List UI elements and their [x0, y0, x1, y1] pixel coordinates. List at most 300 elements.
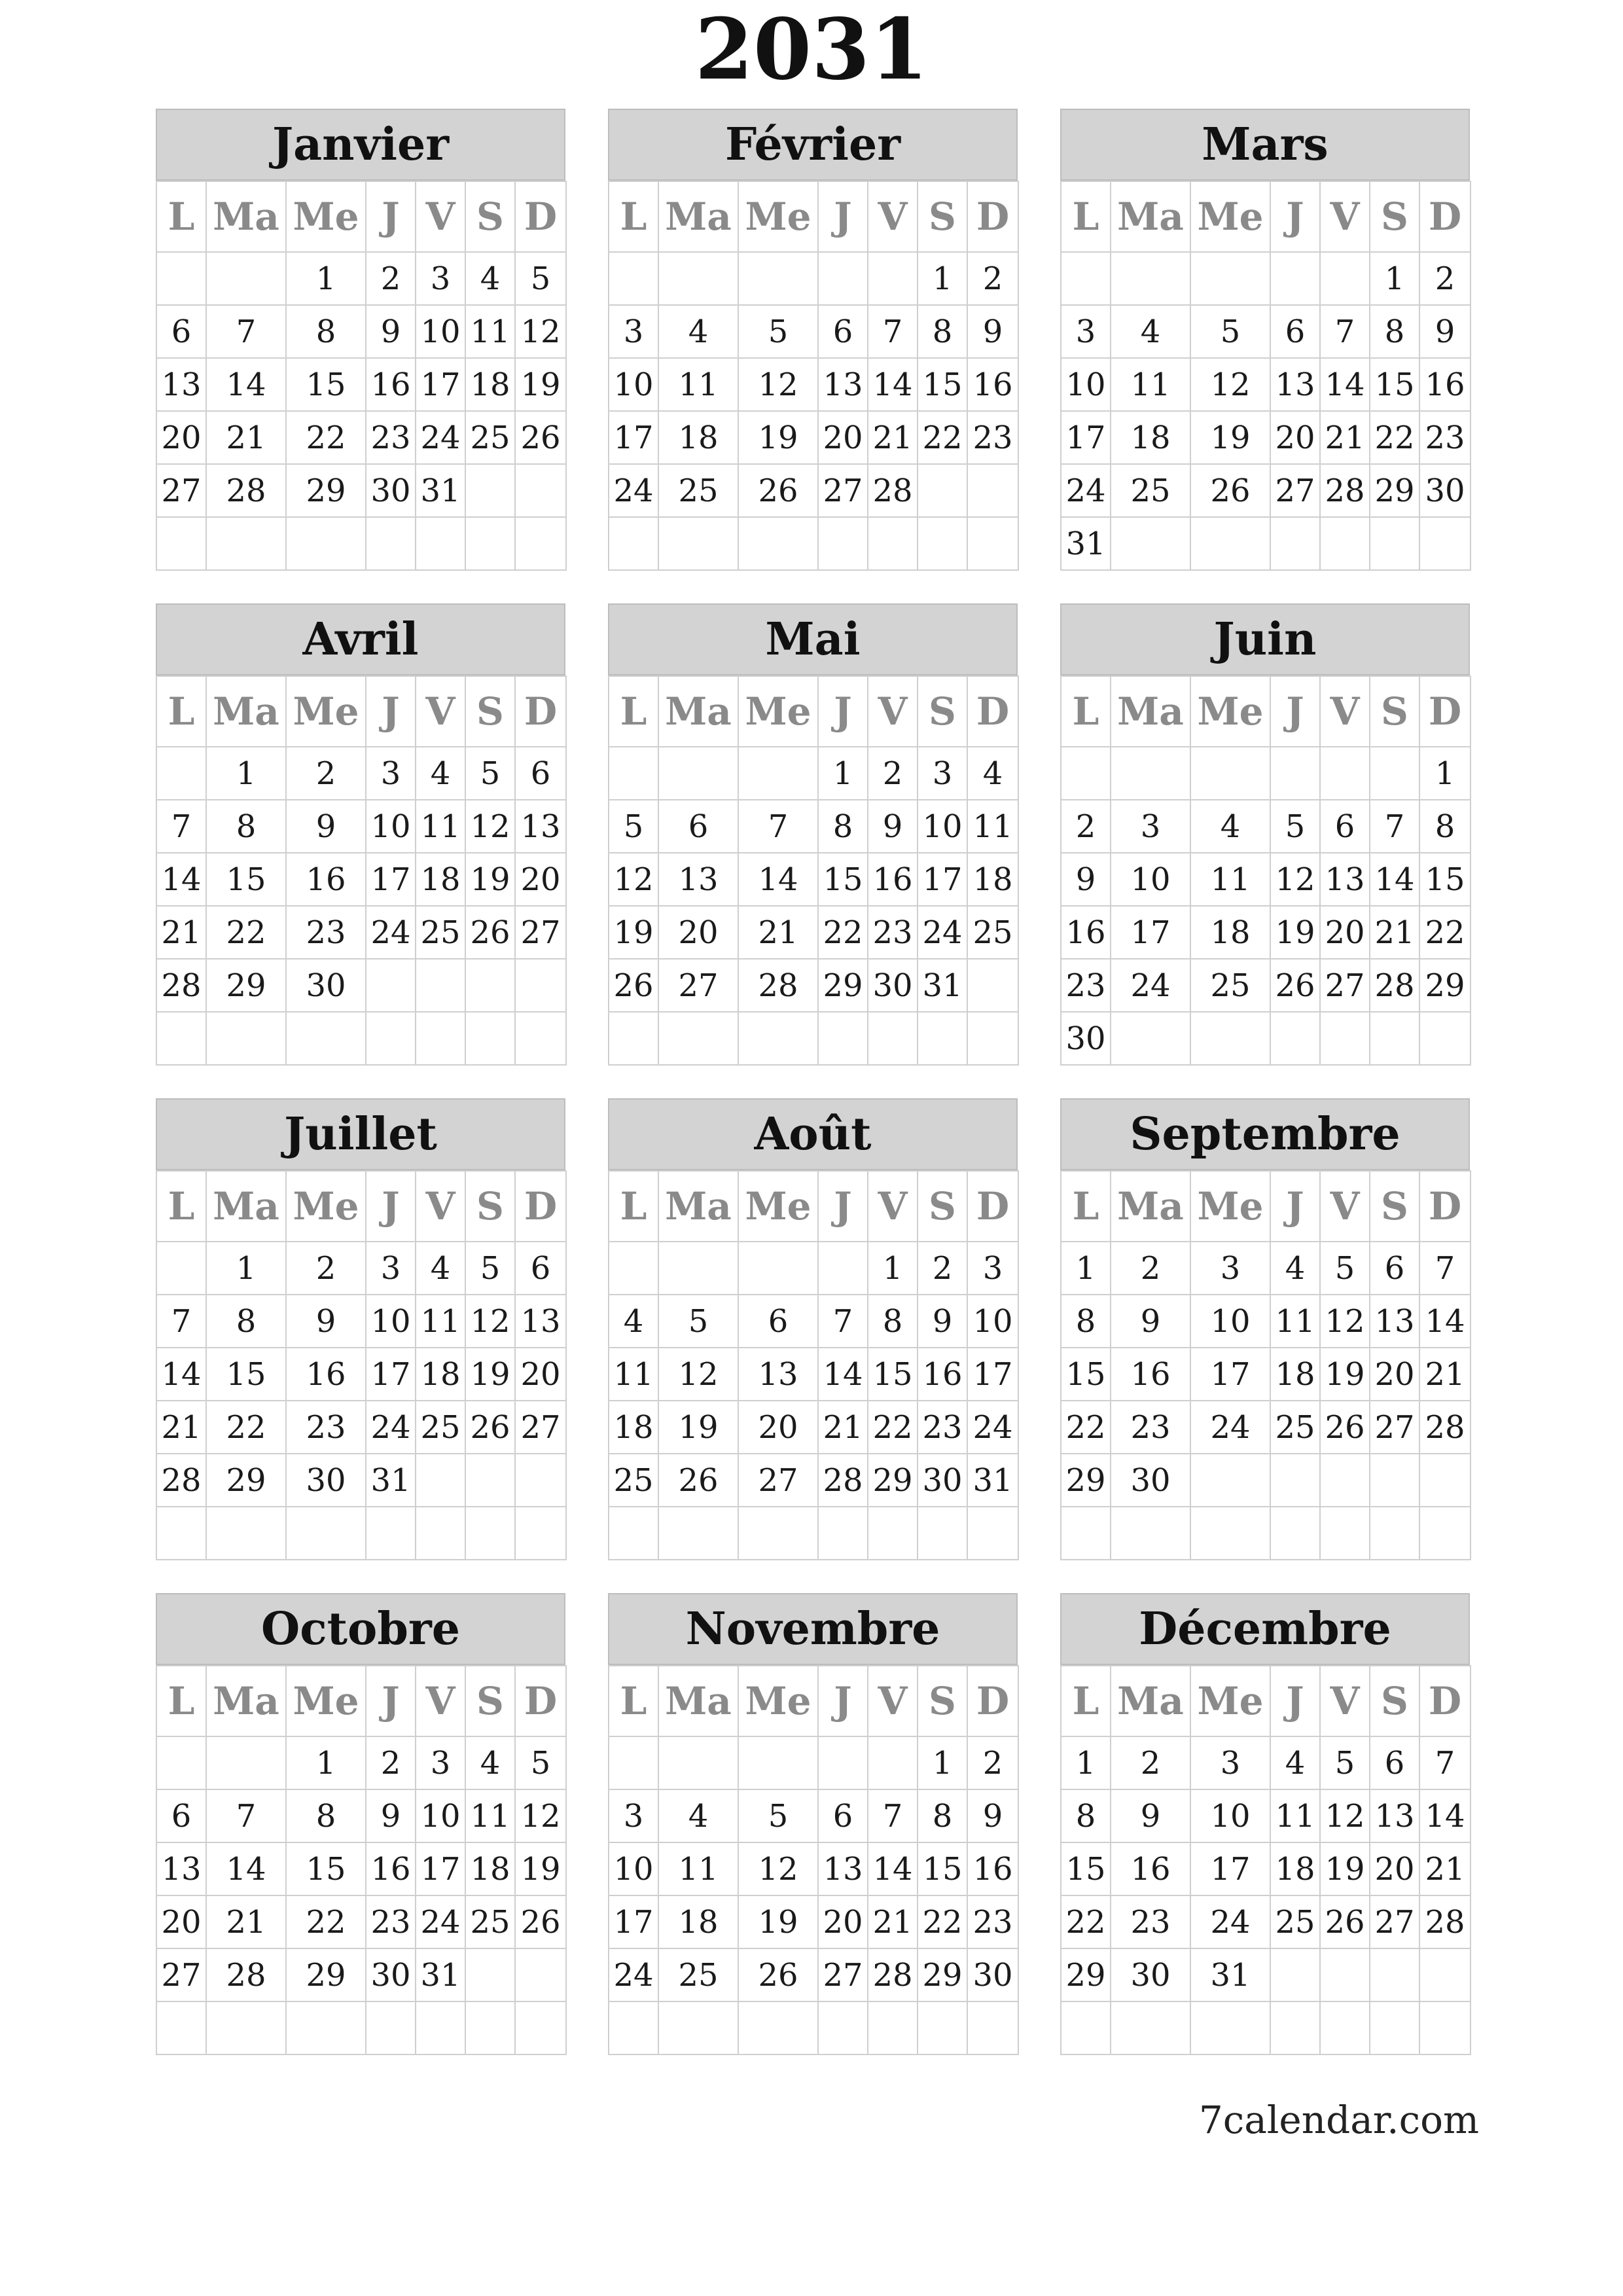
week-row	[1061, 1401, 1471, 1454]
day-cell	[967, 959, 1018, 1012]
weekday-label: V	[1320, 1171, 1370, 1242]
day-cell	[1320, 1507, 1370, 1560]
day-cell	[818, 1012, 868, 1065]
weekday-label: L	[1061, 1666, 1111, 1736]
day-cell: 21	[1320, 411, 1370, 464]
day-cell	[868, 1736, 918, 1789]
day-cell: 7	[868, 305, 918, 358]
day-cell: 16	[1111, 1842, 1190, 1895]
day-cell: 13	[1270, 358, 1320, 411]
day-cell: 11	[609, 1348, 658, 1401]
day-cell	[416, 1454, 465, 1507]
day-cell	[465, 959, 515, 1012]
day-cell: 17	[1111, 906, 1190, 959]
weekday-label: J	[366, 181, 416, 252]
day-cell	[738, 1242, 818, 1295]
weekday-label: V	[868, 1171, 918, 1242]
day-cell: 20	[1370, 1348, 1419, 1401]
day-cell	[868, 2001, 918, 2054]
day-cell	[465, 517, 515, 570]
day-cell: 29	[1370, 464, 1419, 517]
day-cell: 4	[1270, 1242, 1320, 1295]
week-row	[609, 411, 1018, 464]
day-cell: 23	[366, 411, 416, 464]
day-cell: 20	[658, 906, 738, 959]
day-cell: 8	[868, 1295, 918, 1348]
week-row	[609, 305, 1018, 358]
day-cell: 2	[967, 1736, 1018, 1789]
day-cell: 16	[868, 853, 918, 906]
month-block	[156, 1098, 565, 1550]
week-row	[1061, 1295, 1471, 1348]
day-cell: 24	[918, 906, 967, 959]
weekday-label: Me	[1190, 1171, 1270, 1242]
day-cell	[206, 1012, 286, 1065]
day-cell	[1320, 1948, 1370, 2001]
weekday-label: D	[1419, 181, 1471, 252]
weekday-label: Ma	[1111, 1171, 1190, 1242]
day-cell: 12	[738, 358, 818, 411]
week-row	[156, 1789, 566, 1842]
day-cell: 15	[286, 1842, 366, 1895]
day-cell: 7	[868, 1789, 918, 1842]
day-cell: 3	[967, 1242, 1018, 1295]
day-cell: 12	[515, 1789, 566, 1842]
week-row	[1061, 1789, 1471, 1842]
week-row	[609, 2001, 1018, 2054]
day-cell	[465, 1948, 515, 2001]
day-cell: 27	[1370, 1895, 1419, 1948]
day-cell: 31	[967, 1454, 1018, 1507]
week-row	[609, 1507, 1018, 1560]
day-cell: 14	[868, 1842, 918, 1895]
weekday-label: S	[1370, 1666, 1419, 1736]
day-cell: 26	[465, 906, 515, 959]
week-row	[1061, 1842, 1471, 1895]
day-cell: 8	[1419, 800, 1471, 853]
weekday-label: Ma	[658, 676, 738, 747]
day-cell: 25	[658, 1948, 738, 2001]
week-row	[156, 747, 566, 800]
day-cell: 1	[1419, 747, 1471, 800]
month-table	[156, 1665, 567, 2055]
day-cell: 14	[1320, 358, 1370, 411]
day-cell	[515, 464, 566, 517]
day-cell: 23	[366, 1895, 416, 1948]
day-cell: 18	[1190, 906, 1270, 959]
weekday-label: J	[1270, 676, 1320, 747]
weekday-label: L	[156, 1666, 206, 1736]
month-name: Novembre	[608, 1593, 1018, 1665]
day-cell: 27	[818, 1948, 868, 2001]
year-title: 2031	[694, 1, 929, 99]
day-cell: 5	[1320, 1242, 1370, 1295]
day-cell: 23	[918, 1401, 967, 1454]
day-cell	[465, 2001, 515, 2054]
week-row	[156, 1736, 566, 1789]
day-cell: 23	[1061, 959, 1111, 1012]
day-cell: 28	[868, 464, 918, 517]
day-cell	[609, 1736, 658, 1789]
day-cell	[1370, 747, 1419, 800]
month-table	[156, 675, 567, 1066]
day-cell: 7	[1370, 800, 1419, 853]
month-table	[608, 1170, 1019, 1560]
day-cell: 17	[366, 1348, 416, 1401]
day-cell	[818, 1242, 868, 1295]
day-cell: 26	[658, 1454, 738, 1507]
week-row	[1061, 853, 1471, 906]
day-cell: 23	[967, 411, 1018, 464]
day-cell: 11	[967, 800, 1018, 853]
weekday-label: Me	[1190, 181, 1270, 252]
week-row	[156, 252, 566, 305]
day-cell: 13	[515, 800, 566, 853]
day-cell: 13	[156, 1842, 206, 1895]
day-cell: 5	[465, 747, 515, 800]
day-cell: 10	[416, 305, 465, 358]
day-cell: 16	[967, 358, 1018, 411]
day-cell: 29	[206, 1454, 286, 1507]
day-cell: 28	[206, 464, 286, 517]
day-cell: 22	[868, 1401, 918, 1454]
day-cell	[609, 252, 658, 305]
day-cell: 24	[1190, 1401, 1270, 1454]
day-cell: 1	[1061, 1242, 1111, 1295]
weekday-label: D	[967, 676, 1018, 747]
week-row	[609, 1242, 1018, 1295]
day-cell	[156, 747, 206, 800]
day-cell	[818, 1736, 868, 1789]
day-cell: 21	[818, 1401, 868, 1454]
day-cell	[1190, 747, 1270, 800]
month-name: Juillet	[156, 1098, 565, 1170]
weekday-label: V	[416, 676, 465, 747]
day-cell	[286, 1012, 366, 1065]
day-cell: 18	[658, 1895, 738, 1948]
day-cell: 4	[1190, 800, 1270, 853]
day-cell: 2	[286, 747, 366, 800]
day-cell: 27	[658, 959, 738, 1012]
day-cell: 9	[1111, 1295, 1190, 1348]
weekday-label: Me	[738, 1171, 818, 1242]
weekday-label: Ma	[206, 1666, 286, 1736]
day-cell: 6	[738, 1295, 818, 1348]
day-cell	[286, 517, 366, 570]
day-cell: 26	[515, 1895, 566, 1948]
day-cell: 6	[156, 1789, 206, 1842]
day-cell: 7	[1419, 1736, 1471, 1789]
day-cell: 10	[967, 1295, 1018, 1348]
day-cell: 13	[156, 358, 206, 411]
day-cell	[1320, 1454, 1370, 1507]
day-cell	[658, 1012, 738, 1065]
month-grid	[156, 109, 1470, 2045]
day-cell: 12	[609, 853, 658, 906]
weekday-label: L	[609, 1171, 658, 1242]
day-cell	[1419, 1948, 1471, 2001]
day-cell: 15	[286, 358, 366, 411]
day-cell	[738, 1012, 818, 1065]
day-cell	[918, 2001, 967, 2054]
day-cell	[465, 464, 515, 517]
day-cell: 12	[738, 1842, 818, 1895]
day-cell: 6	[1370, 1242, 1419, 1295]
day-cell	[967, 517, 1018, 570]
day-cell: 4	[465, 252, 515, 305]
day-cell	[1320, 747, 1370, 800]
weekday-label: V	[868, 181, 918, 252]
day-cell: 13	[738, 1348, 818, 1401]
day-cell: 5	[738, 305, 818, 358]
day-cell: 4	[1270, 1736, 1320, 1789]
day-cell: 2	[366, 252, 416, 305]
day-cell: 19	[465, 1348, 515, 1401]
month-name: Mars	[1060, 109, 1470, 181]
day-cell: 12	[1190, 358, 1270, 411]
day-cell: 21	[868, 1895, 918, 1948]
day-cell: 3	[366, 1242, 416, 1295]
day-cell: 28	[156, 959, 206, 1012]
weekday-header-row	[609, 676, 1018, 747]
day-cell: 27	[515, 1401, 566, 1454]
day-cell	[1190, 1012, 1270, 1065]
day-cell: 5	[515, 1736, 566, 1789]
day-cell: 6	[818, 1789, 868, 1842]
day-cell: 19	[1320, 1842, 1370, 1895]
day-cell: 11	[658, 358, 738, 411]
day-cell	[1270, 1507, 1320, 1560]
day-cell: 13	[515, 1295, 566, 1348]
day-cell: 19	[738, 411, 818, 464]
day-cell: 17	[918, 853, 967, 906]
day-cell: 26	[1320, 1895, 1370, 1948]
day-cell	[515, 1507, 566, 1560]
day-cell: 4	[967, 747, 1018, 800]
day-cell	[156, 1242, 206, 1295]
day-cell: 2	[967, 252, 1018, 305]
weekday-label: L	[609, 676, 658, 747]
day-cell: 14	[1370, 853, 1419, 906]
day-cell	[1370, 1454, 1419, 1507]
day-cell: 6	[156, 305, 206, 358]
day-cell: 22	[1370, 411, 1419, 464]
weekday-label: D	[967, 1666, 1018, 1736]
day-cell: 5	[1320, 1736, 1370, 1789]
week-row	[609, 1401, 1018, 1454]
day-cell	[1270, 1012, 1320, 1065]
day-cell: 12	[465, 800, 515, 853]
day-cell: 1	[918, 1736, 967, 1789]
day-cell: 24	[416, 411, 465, 464]
day-cell	[918, 1507, 967, 1560]
day-cell: 21	[868, 411, 918, 464]
day-cell	[286, 2001, 366, 2054]
day-cell: 1	[868, 1242, 918, 1295]
day-cell: 16	[286, 1348, 366, 1401]
day-cell: 21	[738, 906, 818, 959]
day-cell	[1061, 252, 1111, 305]
day-cell: 27	[156, 464, 206, 517]
day-cell	[609, 747, 658, 800]
day-cell: 3	[1190, 1242, 1270, 1295]
day-cell: 16	[366, 358, 416, 411]
day-cell: 14	[1419, 1295, 1471, 1348]
day-cell: 1	[206, 747, 286, 800]
day-cell: 17	[1061, 411, 1111, 464]
day-cell: 1	[818, 747, 868, 800]
day-cell: 18	[465, 358, 515, 411]
day-cell: 23	[1111, 1895, 1190, 1948]
day-cell: 9	[1111, 1789, 1190, 1842]
day-cell: 25	[967, 906, 1018, 959]
day-cell	[609, 1012, 658, 1065]
day-cell: 26	[738, 464, 818, 517]
day-cell: 6	[515, 1242, 566, 1295]
day-cell: 18	[416, 1348, 465, 1401]
weekday-label: D	[967, 1171, 1018, 1242]
day-cell: 24	[1061, 464, 1111, 517]
day-cell: 30	[286, 959, 366, 1012]
week-row	[1061, 747, 1471, 800]
day-cell: 3	[416, 252, 465, 305]
day-cell: 15	[206, 1348, 286, 1401]
day-cell: 8	[1061, 1789, 1111, 1842]
day-cell: 23	[868, 906, 918, 959]
day-cell: 10	[1061, 358, 1111, 411]
day-cell: 26	[1270, 959, 1320, 1012]
weekday-label: S	[918, 676, 967, 747]
day-cell	[465, 1507, 515, 1560]
day-cell	[1419, 2001, 1471, 2054]
day-cell: 17	[366, 853, 416, 906]
day-cell	[515, 1012, 566, 1065]
day-cell: 28	[818, 1454, 868, 1507]
week-row	[1061, 1895, 1471, 1948]
weekday-header-row	[1061, 1171, 1471, 1242]
day-cell: 29	[1419, 959, 1471, 1012]
day-cell: 29	[868, 1454, 918, 1507]
day-cell	[658, 1242, 738, 1295]
weekday-label: S	[465, 1666, 515, 1736]
weekday-label: Ma	[658, 181, 738, 252]
day-cell: 14	[206, 1842, 286, 1895]
weekday-label: S	[1370, 1171, 1419, 1242]
weekday-header-row	[609, 1171, 1018, 1242]
day-cell: 12	[465, 1295, 515, 1348]
day-cell	[738, 252, 818, 305]
day-cell: 18	[465, 1842, 515, 1895]
week-row	[1061, 1012, 1471, 1065]
weekday-header-row	[1061, 181, 1471, 252]
day-cell	[1111, 747, 1190, 800]
week-row	[609, 1895, 1018, 1948]
day-cell: 10	[918, 800, 967, 853]
day-cell: 9	[918, 1295, 967, 1348]
day-cell: 29	[206, 959, 286, 1012]
day-cell: 11	[658, 1842, 738, 1895]
day-cell	[868, 1012, 918, 1065]
week-row	[609, 1736, 1018, 1789]
day-cell: 9	[967, 305, 1018, 358]
day-cell	[1061, 747, 1111, 800]
day-cell	[658, 252, 738, 305]
week-row	[156, 853, 566, 906]
day-cell	[515, 959, 566, 1012]
day-cell: 6	[658, 800, 738, 853]
day-cell	[465, 1454, 515, 1507]
day-cell	[1370, 1948, 1419, 2001]
day-cell	[156, 1012, 206, 1065]
day-cell: 9	[1061, 853, 1111, 906]
day-cell	[868, 1507, 918, 1560]
week-row	[156, 411, 566, 464]
day-cell: 3	[1111, 800, 1190, 853]
weekday-label: V	[1320, 181, 1370, 252]
day-cell: 10	[1190, 1789, 1270, 1842]
weekday-label: L	[609, 181, 658, 252]
day-cell	[967, 464, 1018, 517]
week-row	[609, 1948, 1018, 2001]
day-cell: 27	[156, 1948, 206, 2001]
weekday-label: L	[1061, 181, 1111, 252]
day-cell: 9	[868, 800, 918, 853]
day-cell	[658, 1736, 738, 1789]
day-cell	[156, 517, 206, 570]
day-cell: 27	[1370, 1401, 1419, 1454]
day-cell: 4	[416, 1242, 465, 1295]
weekday-label: V	[416, 1666, 465, 1736]
day-cell: 24	[967, 1401, 1018, 1454]
weekday-label: Ma	[206, 1171, 286, 1242]
day-cell: 22	[1061, 1401, 1111, 1454]
day-cell: 20	[818, 411, 868, 464]
day-cell: 14	[1419, 1789, 1471, 1842]
month-table	[608, 1665, 1019, 2055]
day-cell: 20	[818, 1895, 868, 1948]
day-cell: 22	[818, 906, 868, 959]
month-block	[156, 1593, 565, 2045]
weekday-header-row	[1061, 676, 1471, 747]
day-cell: 22	[286, 411, 366, 464]
day-cell: 30	[1061, 1012, 1111, 1065]
day-cell: 28	[1419, 1895, 1471, 1948]
weekday-label: V	[1320, 1666, 1370, 1736]
day-cell	[366, 1507, 416, 1560]
day-cell	[156, 1507, 206, 1560]
weekday-label: S	[1370, 676, 1419, 747]
day-cell: 15	[1419, 853, 1471, 906]
weekday-header-row	[609, 181, 1018, 252]
day-cell: 5	[465, 1242, 515, 1295]
day-cell: 3	[609, 1789, 658, 1842]
weekday-label: D	[515, 676, 566, 747]
day-cell	[206, 252, 286, 305]
day-cell: 25	[1190, 959, 1270, 1012]
weekday-label: J	[1270, 181, 1320, 252]
day-cell: 6	[1320, 800, 1370, 853]
weekday-label: D	[967, 181, 1018, 252]
day-cell: 18	[609, 1401, 658, 1454]
week-row	[156, 1401, 566, 1454]
day-cell: 5	[515, 252, 566, 305]
day-cell	[609, 2001, 658, 2054]
day-cell: 30	[1111, 1454, 1190, 1507]
week-row	[1061, 464, 1471, 517]
day-cell	[738, 517, 818, 570]
weekday-label: J	[818, 1666, 868, 1736]
day-cell: 17	[1190, 1842, 1270, 1895]
